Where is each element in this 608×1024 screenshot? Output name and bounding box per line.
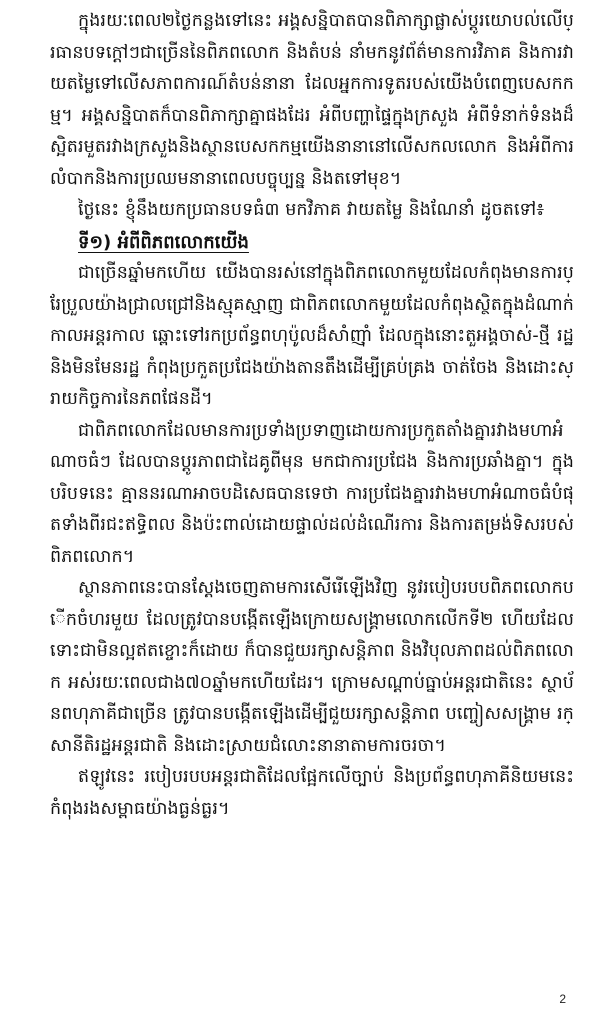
intro-paragraph: ក្នុងរយៈពេល២ថ្ងៃកន្លងទៅនេះ អង្គសន្និបាតបានពិភាក្សាផ្លាស់ប្ដូរយោបល់លើប្រធានបទក្ដៅៗជាច្រើននៃពិភពលោក និងតំបន់ នាំមកនូវព័ត៌មានការវិភាគ និងការវាយតម្លៃទៅលើសភាពការណ៍តំបន់នានា ដែលអ្នកការទូតរបស់យើងបំពេញបេសកកម្ម។ អង្គសន្និបាតក៏បានពិភាក្សាគ្នាផងដែរ អំពីបញ្ហាផ្ទៃក្នុងក្រសួង អំពីទំនាក់ទំនងដ៏ស្អិតរមួតរវាងក្រសួងនិងស្ថានបេសកកម្មយើងនានានៅលើសកលលោក និងអំពីការលំបាកនិងការប្រឈមនានាពេលបច្ចុប្បន្ន និងតទៅមុខ។ xyxy=(50,11,574,189)
body-paragraph: ស្ថានភាពនេះបានស្ដែងចេញតាមការសើរើឡើងវិញ នូវរបៀបរបបពិភពលោកបើកចំហរមួយ ដែលត្រូវបានបង្កើតឡើងក្រោយសង្គ្រាមលោកលើកទី២ ហើយដែលទោះជាមិនល្អឥតខ្ចោះក៏ដោយ ក៏បានជួយរក្សាសន្តិភាព និងវិបុលភាពដល់ពិភពលោក អស់រយៈពេលជាង៧០ឆ្នាំមកហើយដែរ។ ក្រោមសណ្ដាប់ធ្នាប់អន្តរជាតិនេះ ស្ថាប័នពហុភាគីជាច្រើន ត្រូវបានបង្កើតឡើងដើម្បីជួយរក្សាសន្តិភាព បញ្ចៀសសង្គ្រាម រក្សានីតិរដ្ឋអន្តរជាតិ និងដោះស្រាយជំលោះនានាតាមការចរចា។ xyxy=(50,578,574,756)
page-number: 2 xyxy=(559,992,566,1006)
topics-paragraph: ថ្ងៃនេះ ខ្ញុំនឹងយកប្រធានបទធំ៣ មកវិភាគ វាយតម្លៃ និងណែនាំ ដូចតទៅ៖ xyxy=(78,200,545,220)
body-paragraph: ជាច្រើនឆ្នាំមកហើយ យើងបានរស់នៅក្នុងពិភពលោកមួយដែលកំពុងមានការប្រែប្រួលយ៉ាងជ្រាលជ្រៅនិងស្មុគស្មាញ ជាពិភពលោកមួយដែលកំពុងស្ថិតក្នុងដំណាក់កាលអន្តរកាល ឆ្ពោះទៅរកប្រព័ន្ធពហុប៉ូលដ៏សាំញ៉ាំ ដែលក្នុងនោះតួអង្គចាស់-ថ្មី រដ្ឋនិងមិនមែនរដ្ឋ កំពុងប្រកួតប្រជែងយ៉ាងតានតឹងដើម្បីគ្រប់គ្រង ចាត់ចែង និងដោះស្រាយកិច្ចការនៃភពផែនដី។ xyxy=(50,263,574,409)
body-paragraph: ជាពិភពលោកដែលមានការប្រទាំងប្រទាញដោយការប្រកួតតាំងគ្នារវាងមហាអំណាចធំៗ ដែលបានប្ដូរភាពជាដៃគូពីមុន មកជាការប្រជែង និងការប្រឆាំងគ្នា។ ក្នុងបរិបទនេះ គ្មាននរណាអាចបដិសេធបានទេថា ការប្រជែងគ្នារវាងមហាអំណាចធំបំផុតទាំងពីរជះឥទ្ធិពល និងប៉ះពាល់ដោយផ្ទាល់ដល់ដំណើរការ និងការតម្រង់ទិសរបស់ពិភពលោក។ xyxy=(50,420,574,567)
section-heading-text: ទី១) អំពីពិភពលោកយើង xyxy=(78,231,249,253)
section-heading xyxy=(50,227,574,259)
body-paragraph: ឥឡូវនេះ របៀបរបបអន្តរជាតិដែលផ្អែកលើច្បាប់ និងប្រព័ន្ធពហុភាគីនិយមនេះកំពុងរងសម្ពាធយ៉ាងធ្ងន់ធ្ងរ។ xyxy=(50,767,574,819)
